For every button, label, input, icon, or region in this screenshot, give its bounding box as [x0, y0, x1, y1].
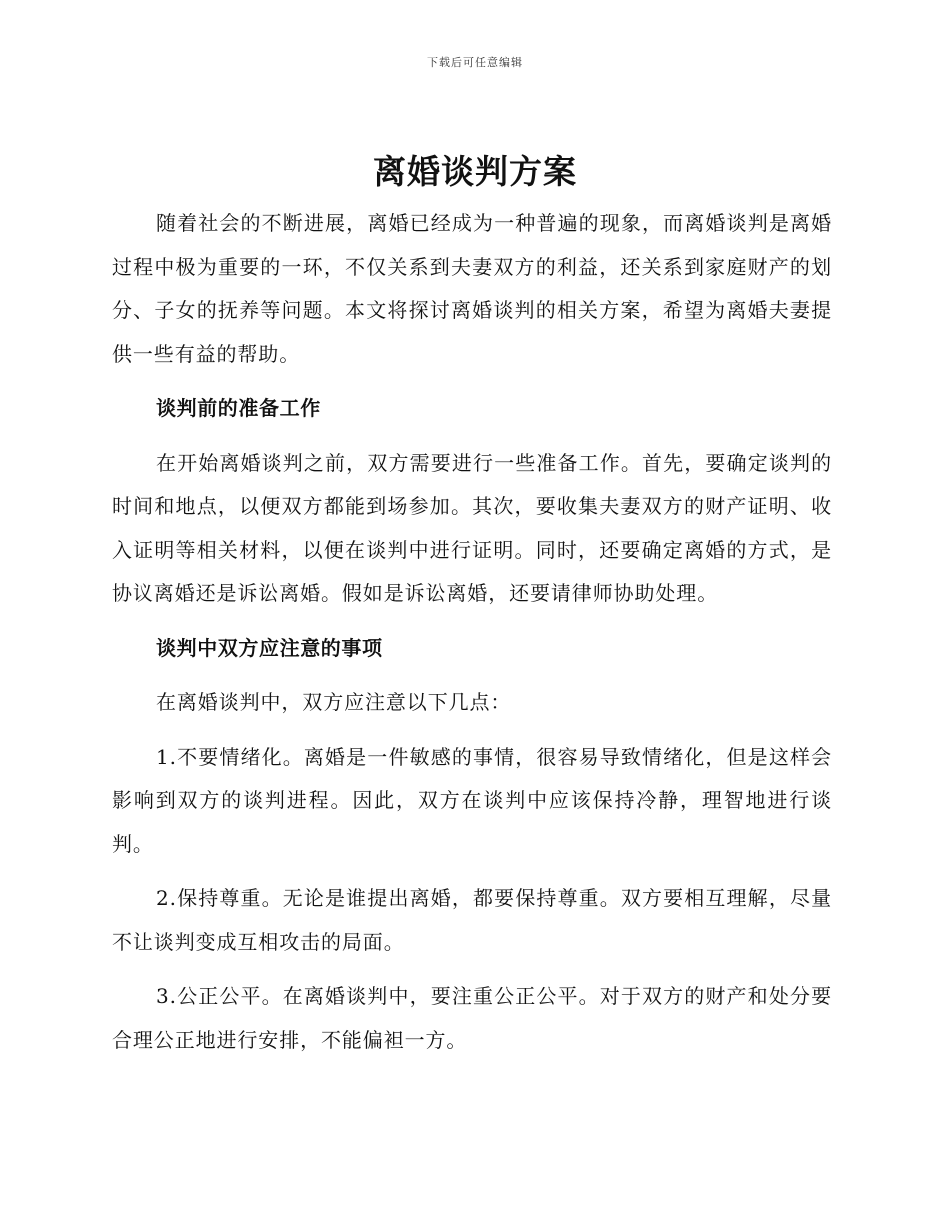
document-title: 离婚谈判方案 — [373, 152, 577, 191]
document-body — [112, 202, 832, 1073]
intro-paragraph: 随着社会的不断进展，离婚已经成为一种普遍的现象，而离婚谈判是离婚过程中极为重要的一环，不仅关系到夫妻双方的利益，还关系到家庭财产的划分、子女的抚养等问题。本文将探讨离婚谈判的相关方案，希望为离婚夫妻提供一些有益的帮助。 — [112, 211, 832, 366]
section-heading-preparation: 谈判前的准备工作 — [156, 396, 321, 420]
considerations-lead-paragraph: 在离婚谈判中，双方应注意以下几点： — [156, 690, 512, 714]
header-note: 下载后可任意编辑 — [427, 56, 523, 69]
point-2-paragraph: 2.保持尊重。无论是谁提出离婚，都要保持尊重。双方要相互理解，尽量不让谈判变成互相攻击的局面。 — [112, 886, 832, 954]
preparation-paragraph: 在开始离婚谈判之前，双方需要进行一些准备工作。首先，要确定谈判的时间和地点，以便双方都能到场参加。其次，要收集夫妻双方的财产证明、收入证明等相关材料，以便在谈判中进行证明。同时，还要确定离婚的方式，是协议离婚还是诉讼离婚。假如是诉讼离婚，还要请律师协助处理。 — [112, 450, 832, 605]
point-1-paragraph: 1.不要情绪化。离婚是一件敏感的事情，很容易导致情绪化，但是这样会影响到双方的谈判进程。因此，双方在谈判中应该保持冷静，理智地进行谈判。 — [112, 744, 832, 856]
section-heading-considerations: 谈判中双方应注意的事项 — [156, 635, 383, 660]
point-3-paragraph: 3.公正公平。在离婚谈判中，要注重公正公平。对于双方的财产和处分要合理公正地进行安排，不能偏袒一方。 — [112, 984, 832, 1052]
